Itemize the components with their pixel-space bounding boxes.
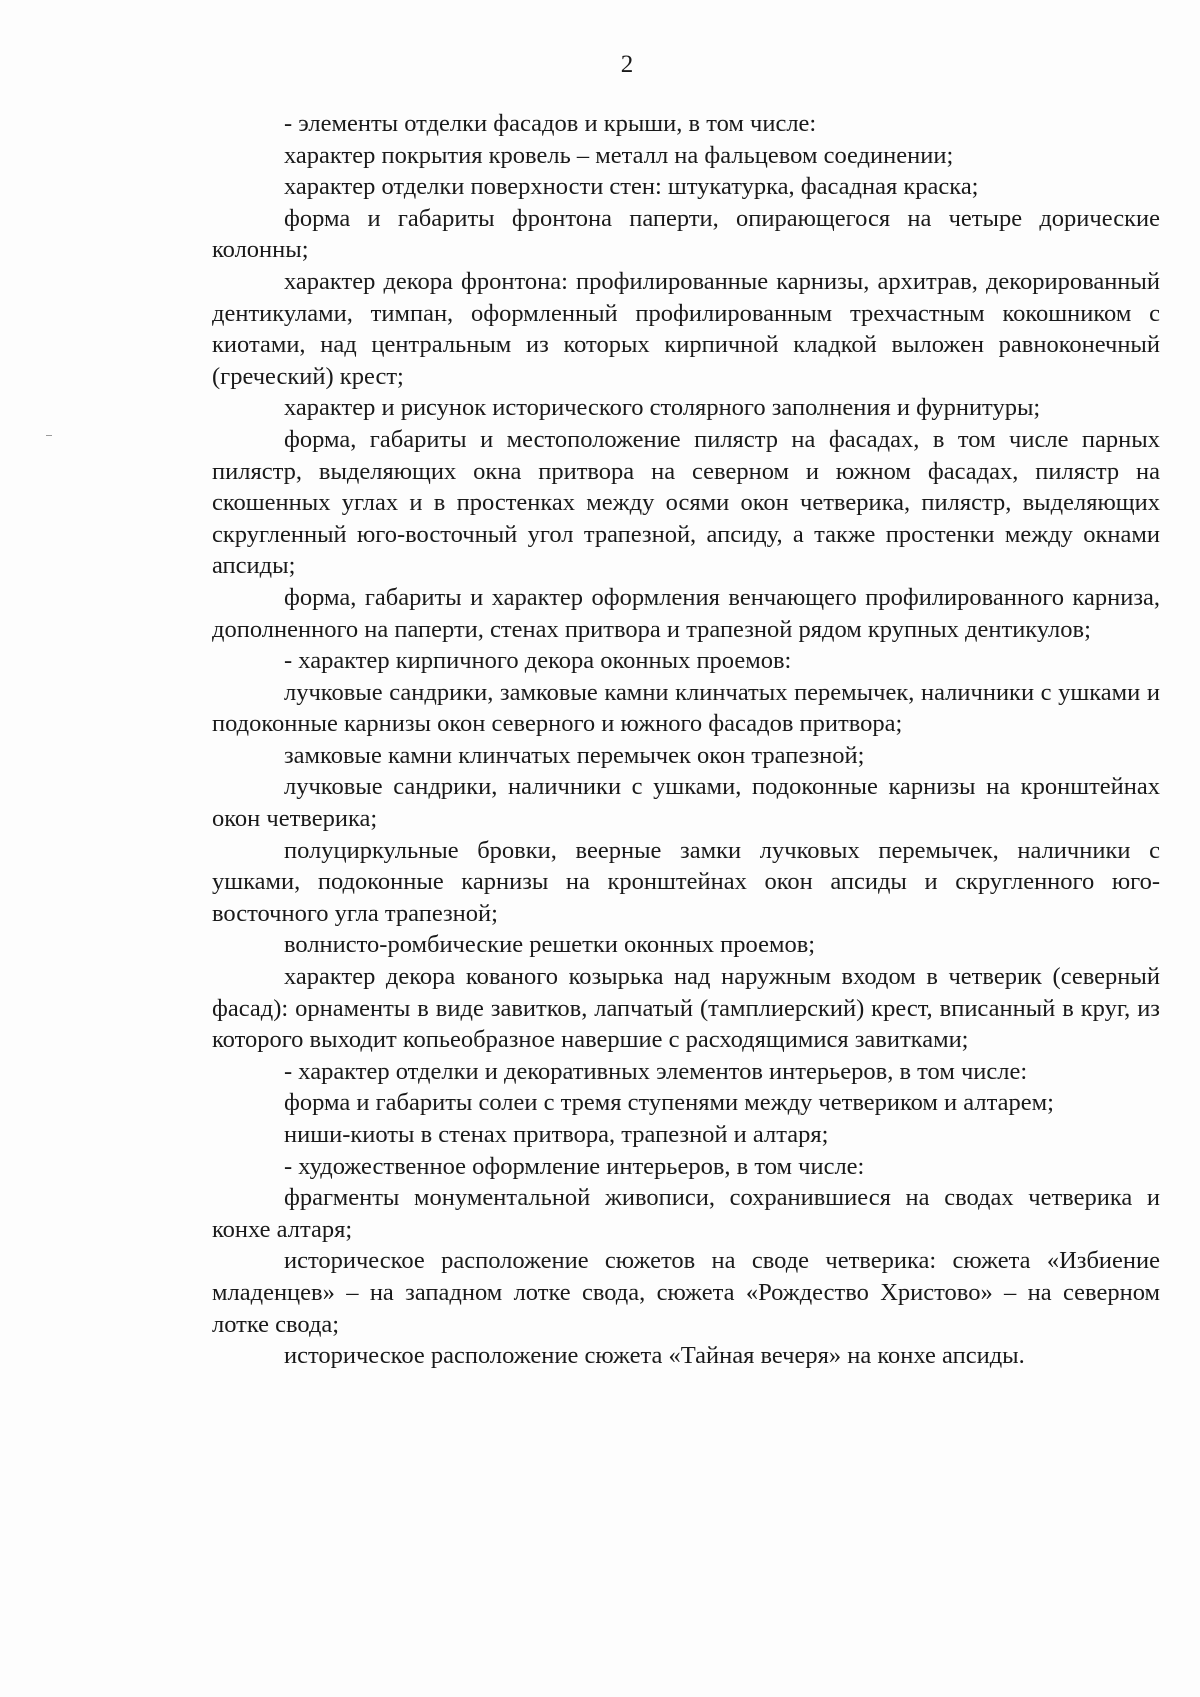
paragraph-interior-elements: - характер отделки и декоративных элементов интерьеров, в том числе: [284, 1057, 1028, 1085]
paragraph-niches: ниши-киоты в стенах притвора, трапезной и алтаря; [284, 1121, 829, 1148]
scan-mark [46, 435, 52, 436]
paragraph-window-grilles: волнисто-ромбические решетки оконных проемов; [284, 931, 816, 959]
paragraph-cornice: форма, габариты и характер оформления венчающего профилированного карниза, дополненного на паперти, стенах притвора и трапезной рядом крупных дентикулов; [212, 583, 1160, 643]
paragraph-canopy-decor: характер декора кованого козырька над наружным входом в четверик (северный фасад): орнаменты в виде завитков, лапчатый (тамплиерский) крест, вписанный в круг, из которого выходит копьеобразное навершие с расходящимися завитками; [212, 963, 1160, 1054]
page-number: 2 [620, 51, 634, 78]
paragraph-soleas: форма и габариты солеи с тремя ступенями между четвериком и алтарем; [284, 1089, 1054, 1117]
paragraph-pediment-decor: характер декора фронтона: профилированные карнизы, архитрав, декорированный дентикулами, тимпан, оформленный профилированным трехчастным кокошником с киотами, над центральным из которых кирпичной кладкой выложен равноконечный (греческий) крест; [212, 267, 1160, 390]
paragraph-quadrangle-windows: лучковые сандрики, наличники с ушками, подоконные карнизы на кронштейнах окон четверика; [212, 773, 1160, 833]
paragraph-last-supper: историческое расположение сюжета «Тайная вечеря» на конхе апсиды. [284, 1342, 1025, 1370]
document-body [212, 108, 1160, 1372]
paragraph-joinery: характер и рисунок исторического столярного заполнения и фурнитуры; [284, 394, 1041, 422]
paragraph-wall-finish: характер отделки поверхности стен: штукатурка, фасадная краска; [284, 173, 979, 201]
paragraph-interior-art: - художественное оформление интерьеров, в том числе: [284, 1152, 865, 1180]
paragraph-refectory-keystones: замковые камни клинчатых перемычек окон трапезной; [284, 741, 865, 769]
paragraph-pediment-shape: форма и габариты фронтона паперти, опирающегося на четыре дорические колонны; [212, 204, 1160, 264]
paragraph-murals: фрагменты монументальной живописи, сохранившиеся на сводах четверика и конхе алтаря; [212, 1184, 1160, 1243]
paragraph-narthex-windows: лучковые сандрики, замковые камни клинчатых перемычек, наличники с ушками и подоконные карнизы окон северного и южного фасадов притвора; [212, 678, 1160, 738]
paragraph-window-decor: - характер кирпичного декора оконных проемов: [284, 647, 792, 675]
paragraph-roof-covering: характер покрытия кровель – металл на фальцевом соединении; [284, 141, 954, 169]
paragraph-pilasters: форма, габариты и местоположение пилястр на фасадах, в том числе парных пилястр, выделяющих окна притвора на северном и южном фасадах, пилястр на скошенных углах и в простенках между осями окон четверика, пилястр, выделяющих скругленный юго-восточный угол трапезной, апсиду, а также простенки между окнами апсиды; [212, 425, 1160, 580]
paragraph-facade-elements: - элементы отделки фасадов и крыши, в том числе: [284, 110, 817, 137]
paragraph-vault-subjects: историческое расположение сюжетов на своде четверика: сюжета «Избиение младенцев» – на западном лотке свода, сюжета «Рождество Христово» – на северном лотке свода; [212, 1247, 1160, 1338]
paragraph-apse-windows: полуциркульные бровки, веерные замки лучковых перемычек, наличники с ушками, подоконные карнизы на кронштейнах окон апсиды и скругленного юго-восточного угла трапезной; [212, 836, 1160, 927]
